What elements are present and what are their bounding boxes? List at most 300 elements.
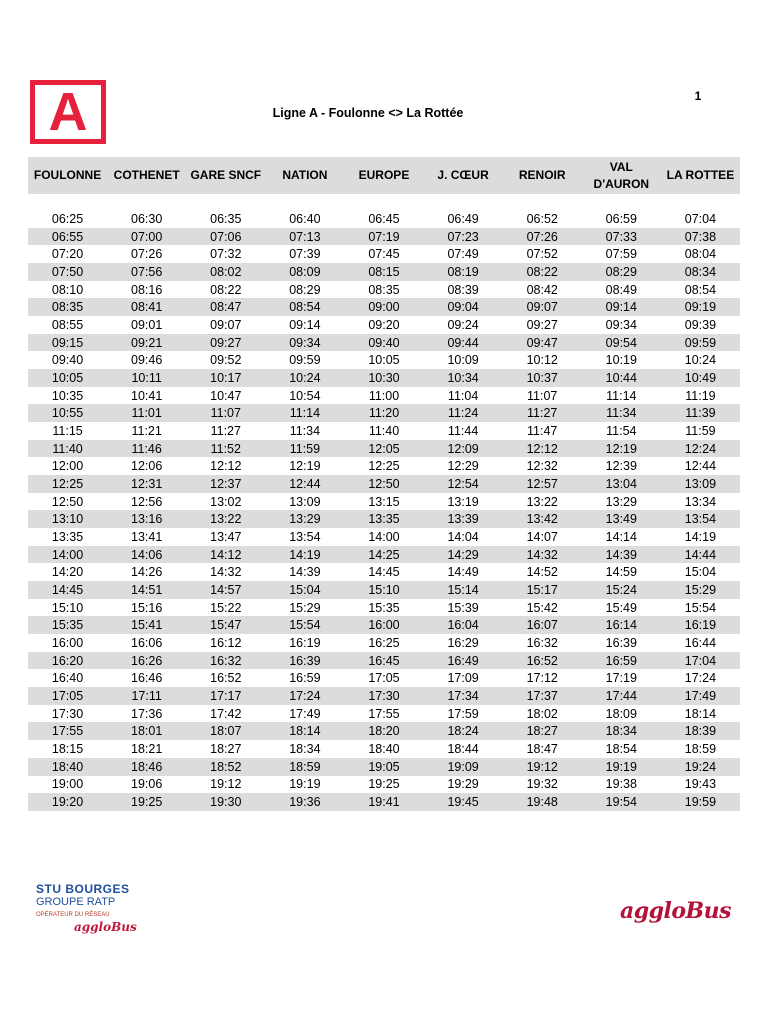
- departure-time: 14:26: [131, 565, 163, 580]
- departure-time: 12:50: [368, 476, 400, 491]
- trip-row: [28, 776, 740, 794]
- departure-time: 18:27: [210, 741, 242, 756]
- departure-time: 19:09: [447, 759, 479, 774]
- departure-time: 11:39: [685, 406, 716, 421]
- departure-time: 09:40: [51, 353, 84, 368]
- trip-row: [28, 740, 740, 758]
- departure-time: 09:27: [526, 317, 558, 332]
- departure-time: 12:54: [447, 476, 479, 491]
- departure-time: 11:27: [210, 423, 241, 438]
- departure-time: 15:24: [605, 582, 637, 597]
- trip-row: [28, 281, 740, 299]
- departure-time: 12:25: [368, 459, 400, 474]
- departure-time: 16:40: [51, 671, 84, 686]
- stu-bourges-ratp-logo: [36, 882, 148, 944]
- trip-row: [28, 228, 740, 246]
- departure-time: 19:12: [526, 759, 558, 774]
- departure-time: 06:55: [51, 229, 84, 244]
- departure-time: 10:47: [210, 388, 242, 403]
- departure-time: 15:35: [368, 600, 400, 615]
- departure-time: 08:19: [447, 264, 479, 279]
- departure-time: 17:49: [684, 688, 717, 703]
- departure-time: 13:19: [447, 494, 479, 509]
- departure-time: 14:57: [210, 582, 242, 597]
- departure-time: 18:15: [51, 741, 84, 756]
- departure-time: 12:24: [684, 441, 717, 456]
- departure-time: 10:12: [526, 353, 558, 368]
- departure-time: 17:30: [368, 688, 400, 703]
- departure-time: 06:59: [605, 211, 637, 226]
- departure-time: 19:20: [51, 795, 84, 809]
- departure-time: 08:55: [51, 317, 84, 332]
- departure-time: 12:29: [447, 459, 479, 474]
- departure-time: 16:07: [526, 618, 558, 633]
- departure-time: 06:35: [210, 211, 242, 226]
- stop-header: COTHENET: [113, 168, 180, 182]
- departure-time: 11:14: [289, 406, 321, 421]
- departure-time: 19:48: [526, 795, 558, 809]
- departure-time: 12:19: [605, 441, 637, 456]
- departure-time: 14:12: [210, 547, 242, 562]
- departure-time: 10:11: [131, 370, 162, 385]
- departure-time: 13:04: [605, 476, 637, 491]
- departure-time: 10:24: [289, 370, 321, 385]
- departure-time: 12:12: [210, 459, 242, 474]
- departure-time: 12:44: [684, 459, 717, 474]
- departure-time: 12:31: [131, 476, 163, 491]
- departure-time: 17:12: [526, 671, 558, 686]
- departure-time: 19:25: [131, 795, 163, 809]
- departure-time: 18:34: [605, 724, 637, 739]
- operator-group: GROUPE RATP: [36, 896, 116, 908]
- departure-time: 16:59: [605, 653, 637, 668]
- departure-time: 17:05: [368, 671, 400, 686]
- departure-time: 17:55: [51, 724, 84, 739]
- departure-time: 18:01: [131, 724, 163, 739]
- departure-time: 07:50: [51, 264, 84, 279]
- departure-time: 16:19: [289, 635, 321, 650]
- departure-time: 09:39: [684, 317, 717, 332]
- departure-time: 06:52: [526, 211, 558, 226]
- departure-time: 16:00: [51, 635, 84, 650]
- stop-header: VAL D'AURON: [593, 159, 650, 191]
- departure-time: 09:54: [605, 335, 637, 350]
- departure-time: 13:22: [526, 494, 558, 509]
- departure-time: 10:19: [605, 353, 637, 368]
- trip-row: [28, 528, 740, 546]
- departure-time: 11:14: [606, 388, 637, 403]
- departure-time: 07:39: [289, 247, 321, 262]
- departure-time: 10:30: [368, 370, 400, 385]
- departure-time: 08:16: [131, 282, 163, 297]
- departure-time: 19:24: [684, 759, 717, 774]
- departure-time: 15:39: [447, 600, 479, 615]
- departure-time: 17:05: [51, 688, 84, 703]
- departure-time: 12:39: [605, 459, 637, 474]
- departure-time: 19:32: [526, 777, 558, 792]
- departure-time: 09:07: [210, 317, 242, 332]
- departure-time: 14:52: [526, 565, 558, 580]
- departure-time: 13:29: [289, 512, 321, 527]
- departure-time: 09:01: [131, 317, 163, 332]
- departure-time: 08:47: [210, 300, 242, 315]
- departure-time: 12:37: [210, 476, 242, 491]
- departure-time: 15:47: [210, 618, 242, 633]
- timetable-body: [28, 210, 740, 811]
- trip-row: [28, 669, 740, 687]
- trip-row: [28, 581, 740, 599]
- departure-time: 10:54: [289, 388, 321, 403]
- departure-time: 09:24: [447, 317, 479, 332]
- departure-time: 07:38: [684, 229, 717, 244]
- departure-time: 08:54: [684, 282, 717, 297]
- trip-row: [28, 298, 740, 316]
- departure-time: 17:24: [289, 688, 321, 703]
- departure-time: 11:44: [447, 423, 479, 438]
- trip-row: [28, 457, 740, 475]
- departure-time: 17:49: [289, 706, 321, 721]
- trip-row: [28, 245, 740, 263]
- departure-time: 18:14: [289, 724, 321, 739]
- stop-header: GARE SNCF: [190, 168, 262, 182]
- trip-row: [28, 705, 740, 723]
- departure-time: 14:04: [447, 529, 479, 544]
- departure-time: 14:39: [289, 565, 321, 580]
- departure-time: 11:15: [52, 423, 83, 438]
- departure-time: 13:09: [289, 494, 321, 509]
- departure-time: 16:00: [368, 618, 400, 633]
- trip-row: [28, 652, 740, 670]
- departure-time: 17:42: [210, 706, 242, 721]
- departure-time: 18:34: [289, 741, 321, 756]
- departure-time: 13:54: [684, 512, 717, 527]
- departure-time: 16:44: [684, 635, 717, 650]
- departure-time: 19:06: [131, 777, 163, 792]
- departure-time: 18:40: [51, 759, 84, 774]
- departure-time: 14:07: [526, 529, 558, 544]
- departure-time: 14:44: [684, 547, 717, 562]
- departure-time: 07:00: [131, 229, 163, 244]
- departure-time: 18:39: [684, 724, 717, 739]
- departure-time: 10:55: [51, 406, 84, 421]
- departure-time: 07:56: [131, 264, 163, 279]
- departure-time: 18:21: [131, 741, 163, 756]
- departure-time: 17:24: [684, 671, 717, 686]
- agglobus-logo: [620, 898, 732, 930]
- departure-time: 06:49: [447, 211, 479, 226]
- departure-time: 10:17: [210, 370, 242, 385]
- departure-time: 08:34: [684, 264, 717, 279]
- departure-time: 08:35: [51, 300, 84, 315]
- departure-time: 08:35: [368, 282, 400, 297]
- departure-time: 19:59: [684, 795, 717, 809]
- departure-time: 17:19: [605, 671, 637, 686]
- line-a-badge: [30, 80, 106, 144]
- departure-time: 18:02: [526, 706, 558, 721]
- departure-time: 11:59: [289, 441, 321, 456]
- departure-time: 06:25: [51, 211, 84, 226]
- trip-row: [28, 369, 740, 387]
- departure-time: 10:35: [51, 388, 84, 403]
- departure-time: 13:54: [289, 529, 321, 544]
- departure-time: 18:27: [526, 724, 558, 739]
- departure-time: 11:52: [210, 441, 241, 456]
- departure-time: 16:32: [526, 635, 558, 650]
- operator-network-name: aggloBus: [74, 920, 137, 934]
- trip-row: [28, 563, 740, 581]
- departure-time: 10:05: [368, 353, 400, 368]
- departure-time: 15:49: [605, 600, 637, 615]
- departure-time: 16:49: [447, 653, 479, 668]
- departure-time: 18:24: [447, 724, 479, 739]
- departure-time: 13:49: [605, 512, 637, 527]
- departure-time: 11:34: [289, 423, 321, 438]
- departure-time: 11:34: [606, 406, 637, 421]
- departure-time: 06:40: [289, 211, 321, 226]
- departure-time: 11:19: [685, 388, 716, 403]
- departure-time: 15:04: [684, 565, 717, 580]
- departure-time: 13:42: [526, 512, 558, 527]
- departure-time: 12:09: [447, 441, 479, 456]
- departure-time: 10:34: [447, 370, 479, 385]
- departure-time: 19:38: [605, 777, 637, 792]
- departure-time: 16:52: [526, 653, 558, 668]
- trip-row: [28, 475, 740, 493]
- departure-time: 13:16: [131, 512, 163, 527]
- departure-time: 11:07: [527, 388, 558, 403]
- departure-time: 11:47: [527, 423, 558, 438]
- stop-header: RENOIR: [518, 168, 566, 182]
- line-badge-letter: A: [48, 82, 88, 142]
- departure-time: 12:05: [368, 441, 400, 456]
- departure-time: 17:11: [131, 688, 162, 703]
- departure-time: 17:59: [447, 706, 479, 721]
- departure-time: 12:06: [131, 459, 163, 474]
- departure-time: 16:19: [684, 618, 717, 633]
- departure-time: 14:19: [684, 529, 717, 544]
- departure-time: 12:44: [289, 476, 321, 491]
- trip-row: [28, 334, 740, 352]
- departure-time: 14:00: [51, 547, 84, 562]
- departure-time: 16:59: [289, 671, 321, 686]
- departure-time: 10:41: [131, 388, 163, 403]
- departure-time: 08:39: [447, 282, 479, 297]
- departure-time: 14:51: [131, 582, 163, 597]
- trip-row: [28, 210, 740, 228]
- departure-time: 19:43: [684, 777, 717, 792]
- departure-time: 14:20: [51, 565, 84, 580]
- departure-time: 15:16: [131, 600, 163, 615]
- departure-time: 08:09: [289, 264, 321, 279]
- trip-row: [28, 758, 740, 776]
- departure-time: 16:52: [210, 671, 242, 686]
- departure-time: 15:29: [684, 582, 717, 597]
- stop-header: NATION: [282, 168, 328, 182]
- departure-time: 12:50: [51, 494, 84, 509]
- departure-time: 12:12: [526, 441, 558, 456]
- departure-time: 07:06: [210, 229, 242, 244]
- departure-time: 16:39: [289, 653, 321, 668]
- departure-time: 16:06: [131, 635, 163, 650]
- departure-time: 08:29: [605, 264, 637, 279]
- departure-time: 19:41: [368, 795, 400, 809]
- departure-time: 14:45: [368, 565, 400, 580]
- trip-row: [28, 722, 740, 740]
- departure-time: 09:14: [289, 317, 321, 332]
- departure-time: 19:19: [289, 777, 321, 792]
- trip-row: [28, 316, 740, 334]
- departure-time: 18:07: [210, 724, 242, 739]
- agglobus-logo-text: aggloBus: [620, 898, 732, 924]
- departure-time: 13:22: [210, 512, 242, 527]
- stop-header: EUROPE: [358, 168, 410, 182]
- trip-row: [28, 493, 740, 511]
- departure-time: 15:54: [289, 618, 321, 633]
- departure-time: 09:00: [368, 300, 400, 315]
- departure-time: 18:09: [605, 706, 637, 721]
- departure-time: 07:23: [447, 229, 479, 244]
- departure-time: 16:14: [605, 618, 637, 633]
- departure-time: 08:41: [131, 300, 163, 315]
- departure-time: 17:37: [526, 688, 558, 703]
- departure-time: 15:14: [447, 582, 479, 597]
- departure-time: 15:54: [684, 600, 717, 615]
- trip-row: [28, 687, 740, 705]
- trip-row: [28, 387, 740, 405]
- departure-time: 09:52: [210, 353, 242, 368]
- departure-time: 16:12: [210, 635, 242, 650]
- departure-time: 09:46: [131, 353, 163, 368]
- trip-row: [28, 263, 740, 281]
- departure-time: 12:56: [131, 494, 163, 509]
- departure-time: 11:24: [447, 406, 479, 421]
- operator-name: STU BOURGES: [36, 882, 130, 896]
- departure-time: 11:27: [527, 406, 558, 421]
- departure-time: 08:42: [526, 282, 558, 297]
- departure-time: 16:46: [131, 671, 163, 686]
- timetable: [28, 157, 740, 809]
- departure-time: 17:44: [605, 688, 637, 703]
- departure-time: 07:04: [684, 211, 717, 226]
- departure-time: 19:36: [289, 795, 321, 809]
- departure-time: 07:26: [131, 247, 163, 262]
- departure-time: 09:21: [131, 335, 163, 350]
- stop-header: FOULONNE: [33, 168, 102, 182]
- trip-row: [28, 546, 740, 564]
- trip-row: [28, 599, 740, 617]
- departure-time: 16:29: [447, 635, 479, 650]
- departure-time: 14:59: [605, 565, 637, 580]
- page-number: 1: [694, 89, 702, 103]
- departure-time: 13:15: [368, 494, 400, 509]
- departure-time: 13:29: [605, 494, 637, 509]
- departure-time: 09:15: [51, 335, 84, 350]
- departure-time: 16:32: [210, 653, 242, 668]
- departure-time: 09:59: [289, 353, 321, 368]
- departure-time: 11:00: [368, 388, 400, 403]
- departure-time: 19:25: [368, 777, 400, 792]
- departure-time: 09:44: [447, 335, 479, 350]
- departure-time: 19:05: [368, 759, 400, 774]
- departure-time: 11:20: [368, 406, 400, 421]
- departure-time: 14:45: [51, 582, 84, 597]
- departure-time: 17:34: [447, 688, 479, 703]
- departure-time: 18:44: [447, 741, 479, 756]
- departure-time: 15:41: [131, 618, 163, 633]
- departure-time: 17:17: [210, 688, 242, 703]
- departure-time: 07:33: [605, 229, 637, 244]
- departure-time: 07:59: [605, 247, 637, 262]
- departure-time: 18:52: [210, 759, 242, 774]
- departure-time: 14:19: [289, 547, 321, 562]
- departure-time: 14:39: [605, 547, 637, 562]
- departure-time: 14:29: [447, 547, 479, 562]
- departure-time: 08:29: [289, 282, 321, 297]
- departure-time: 15:10: [51, 600, 84, 615]
- departure-time: 14:32: [210, 565, 242, 580]
- departure-time: 09:19: [684, 300, 717, 315]
- departure-time: 15:04: [289, 582, 321, 597]
- departure-time: 18:59: [684, 741, 717, 756]
- departure-time: 19:00: [51, 777, 84, 792]
- departure-time: 07:52: [526, 247, 558, 262]
- departure-time: 16:26: [131, 653, 163, 668]
- departure-time: 16:04: [447, 618, 479, 633]
- trip-row: [28, 440, 740, 458]
- departure-time: 09:20: [368, 317, 400, 332]
- departure-time: 08:22: [210, 282, 242, 297]
- departure-time: 09:14: [605, 300, 637, 315]
- departure-time: 06:30: [131, 211, 163, 226]
- departure-time: 17:09: [447, 671, 479, 686]
- departure-time: 14:32: [526, 547, 558, 562]
- departure-time: 09:34: [605, 317, 637, 332]
- departure-time: 09:40: [368, 335, 400, 350]
- departure-time: 11:46: [131, 441, 162, 456]
- departure-time: 17:30: [51, 706, 84, 721]
- departure-time: 12:25: [51, 476, 84, 491]
- departure-time: 13:39: [447, 512, 479, 527]
- departure-time: 18:46: [131, 759, 163, 774]
- departure-time: 15:10: [368, 582, 400, 597]
- departure-time: 12:57: [526, 476, 558, 491]
- departure-time: 07:20: [51, 247, 84, 262]
- departure-time: 15:35: [51, 618, 84, 633]
- departure-time: 09:07: [526, 300, 558, 315]
- departure-time: 06:45: [368, 211, 400, 226]
- departure-time: 18:20: [368, 724, 400, 739]
- trip-row: [28, 634, 740, 652]
- trip-row: [28, 793, 740, 811]
- departure-time: 09:34: [289, 335, 321, 350]
- departure-time: 09:27: [210, 335, 242, 350]
- departure-time: 09:04: [447, 300, 479, 315]
- departure-time: 13:47: [210, 529, 242, 544]
- timetable-header-row: [28, 157, 740, 194]
- departure-time: 08:49: [605, 282, 637, 297]
- departure-time: 08:22: [526, 264, 558, 279]
- departure-time: 07:45: [368, 247, 400, 262]
- stop-header: J. CŒUR: [437, 168, 489, 182]
- departure-time: 14:49: [447, 565, 479, 580]
- departure-time: 08:15: [368, 264, 400, 279]
- departure-time: 11:40: [52, 441, 83, 456]
- departure-time: 07:19: [368, 229, 400, 244]
- stop-header: LA ROTTEE: [666, 168, 735, 182]
- departure-time: 19:45: [447, 795, 479, 809]
- departure-time: 13:10: [51, 512, 84, 527]
- departure-time: 11:04: [447, 388, 479, 403]
